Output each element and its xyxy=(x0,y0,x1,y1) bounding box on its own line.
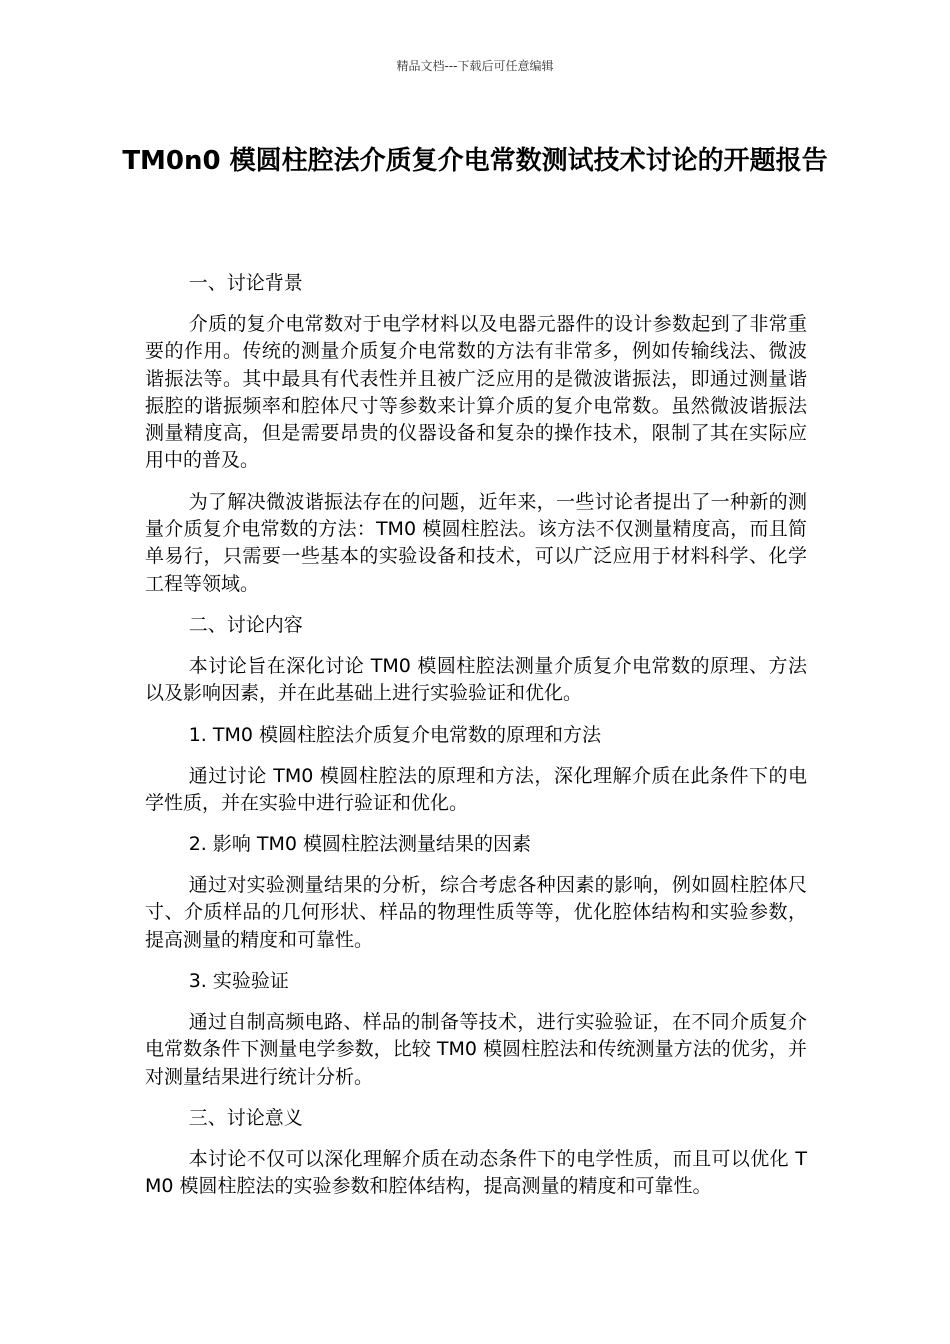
paragraph: 介质的复介电常数对于电学材料以及电器元器件的设计参数起到了非常重要的作用。传统的测量介质复介电常数的方法有非常多，例如传输线法、微波谐振法等。其中最具有代表性并且被广泛应用的是微波谐振法，即通过测量谐振腔的谐振频率和腔体尺寸等参数来计算介质的复介电常数。虽然微波谐振法测量精度高，但是需要昂贵的仪器设备和复杂的操作技术，限制了其在实际应用中的普及。 xyxy=(145,313,807,472)
paragraph: 通过讨论 TM0 模圆柱腔法的原理和方法，深化理解介质在此条件下的电学性质，并在实验中进行验证和优化。 xyxy=(145,764,807,814)
document-body xyxy=(145,270,807,1215)
paragraph: 本讨论不仅可以深化理解介质在动态条件下的电学性质，而且可以优化 TM0 模圆柱腔法的实验参数和腔体结构，提高测量的精度和可靠性。 xyxy=(145,1147,807,1198)
subsection-heading: 1. TM0 模圆柱腔法介质复介电常数的原理和方法 xyxy=(188,723,601,746)
document-title: TM0n0 模圆柱腔法介质复介电常数测试技术讨论的开题报告 xyxy=(122,146,828,176)
section-heading: 二、讨论内容 xyxy=(188,613,303,636)
paragraph: 为了解决微波谐振法存在的问题，近年来，一些讨论者提出了一种新的测量介质复介电常数的方法：TM0 模圆柱腔法。该方法不仅测量精度高，而且简单易行，只需要一些基本的实验设备和技术，可以广泛应用于材料科学、化学工程等领域。 xyxy=(145,490,807,595)
subsection-heading: 3. 实验验证 xyxy=(188,970,289,993)
page-header: 精品文档---下载后可任意编辑 xyxy=(396,59,554,73)
paragraph: 本讨论旨在深化讨论 TM0 模圆柱腔法测量介质复介电常数的原理、方法以及影响因素，并在此基础上进行实验验证和优化。 xyxy=(145,654,807,705)
section-heading: 三、讨论意义 xyxy=(188,1106,303,1129)
subsection-heading: 2. 影响 TM0 模圆柱腔法测量结果的因素 xyxy=(188,833,532,856)
paragraph: 通过自制高频电路、样品的制备等技术，进行实验验证，在不同介质复介电常数条件下测量电学参数，比较 TM0 模圆柱腔法和传统测量方法的优劣，并对测量结果进行统计分析。 xyxy=(145,1011,807,1088)
paragraph: 通过对实验测量结果的分析，综合考虑各种因素的影响，例如圆柱腔体尺寸、介质样品的几何形状、样品的物理性质等等，优化腔体结构和实验参数，提高测量的精度和可靠性。 xyxy=(145,874,807,951)
section-heading: 一、讨论背景 xyxy=(188,272,303,294)
